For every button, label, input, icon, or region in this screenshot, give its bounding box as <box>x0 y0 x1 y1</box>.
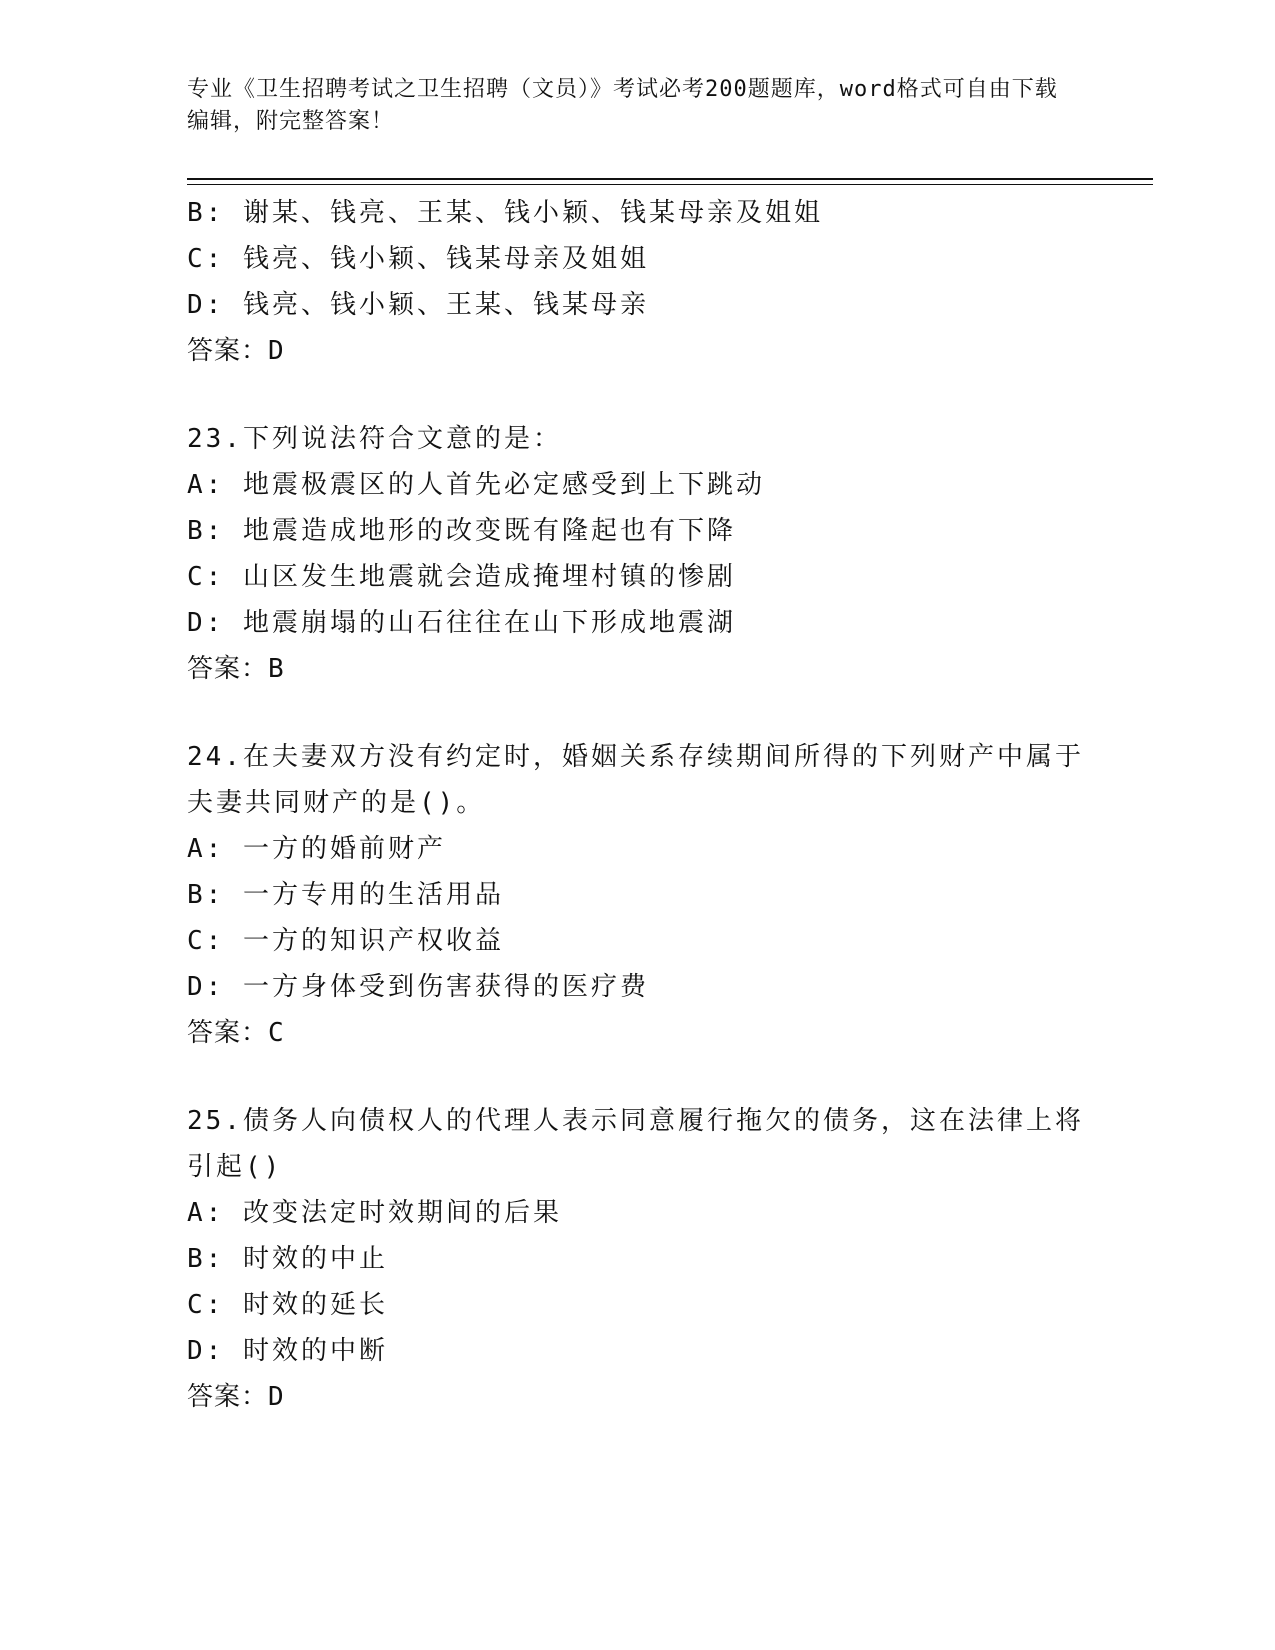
answer-line: 答案：C <box>187 1018 285 1048</box>
option-d: D: 钱亮、钱小颖、王某、钱某母亲 <box>187 290 649 320</box>
question-stem: 24.在夫妻双方没有约定时，婚姻关系存续期间所得的下列财产中属于夫妻共同财产的是()。 <box>187 742 1084 818</box>
page-header: 专业《卫生招聘考试之卫生招聘（文员）》考试必考200题题库，word格式可自由下载编辑，附完整答案！ <box>187 77 1058 134</box>
answer-line: 答案：D <box>187 1382 285 1412</box>
option-c: C: 山区发生地震就会造成掩埋村镇的惨剧 <box>187 562 736 592</box>
question-25 <box>187 1098 1087 1420</box>
answer-line: 答案：D <box>187 336 285 366</box>
header-rule-thin <box>187 184 1153 185</box>
option-b: B: 一方专用的生活用品 <box>187 880 504 910</box>
option-a: A: 改变法定时效期间的后果 <box>187 1198 562 1228</box>
header-rule-thick <box>187 178 1153 180</box>
option-c: C: 一方的知识产权收益 <box>187 926 504 956</box>
option-b: B: 地震造成地形的改变既有隆起也有下降 <box>187 516 736 546</box>
option-d: D: 一方身体受到伤害获得的医疗费 <box>187 972 649 1002</box>
option-c: C: 时效的延长 <box>187 1290 388 1320</box>
question-24 <box>187 734 1087 1056</box>
option-a: A: 地震极震区的人首先必定感受到上下跳动 <box>187 470 765 500</box>
option-b: B: 时效的中止 <box>187 1244 388 1274</box>
continued-question <box>187 190 1087 374</box>
option-d: D: 时效的中断 <box>187 1336 388 1366</box>
question-stem: 23.下列说法符合文意的是： <box>187 424 562 454</box>
question-stem: 25.债务人向债权人的代理人表示同意履行拖欠的债务，这在法律上将引起() <box>187 1106 1084 1182</box>
question-23 <box>187 416 1087 692</box>
option-c: C: 钱亮、钱小颖、钱某母亲及姐姐 <box>187 244 649 274</box>
question-list <box>187 190 1087 1420</box>
option-a: A: 一方的婚前财产 <box>187 834 446 864</box>
option-b: B: 谢某、钱亮、王某、钱小颖、钱某母亲及姐姐 <box>187 198 823 228</box>
option-d: D: 地震崩塌的山石往往在山下形成地震湖 <box>187 608 736 638</box>
answer-line: 答案：B <box>187 654 285 684</box>
